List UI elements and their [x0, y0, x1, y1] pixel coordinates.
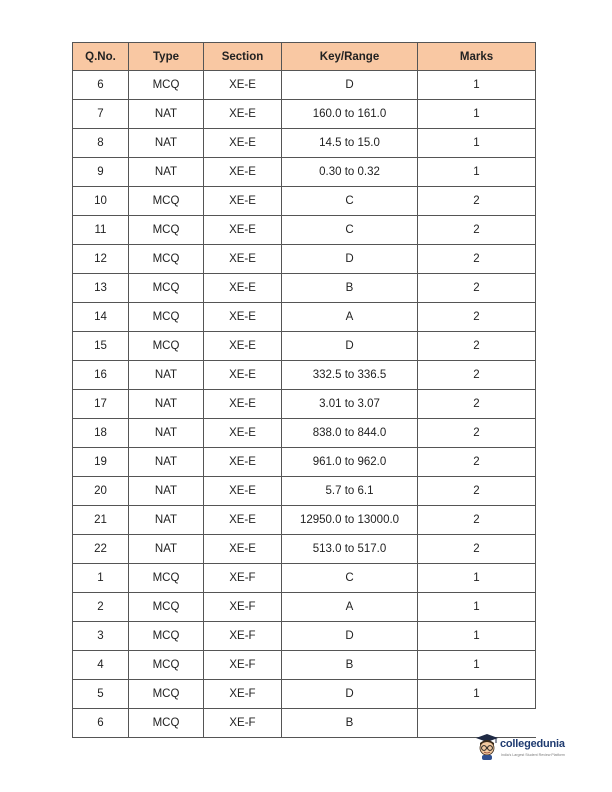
collegedunia-watermark: [475, 733, 575, 767]
cell-marks: 1: [418, 622, 536, 651]
cell-marks: 2: [418, 245, 536, 274]
cell-marks: 2: [418, 187, 536, 216]
cell-marks: 2: [418, 274, 536, 303]
cell-type: MCQ: [129, 187, 204, 216]
cell-qno: 19: [73, 448, 129, 477]
cell-key-range: C: [282, 216, 418, 245]
brand-tagline: India's Largest Student Review Platform: [501, 753, 565, 757]
table-row: [73, 332, 536, 361]
cell-qno: 18: [73, 419, 129, 448]
cell-key-range: 14.5 to 15.0: [282, 129, 418, 158]
table-row: [73, 100, 536, 129]
cell-qno: 2: [73, 593, 129, 622]
cell-qno: 17: [73, 390, 129, 419]
cell-qno: 12: [73, 245, 129, 274]
cell-key-range: 160.0 to 161.0: [282, 100, 418, 129]
cell-key-range: 3.01 to 3.07: [282, 390, 418, 419]
cell-section: XE-E: [204, 245, 282, 274]
header-type: Type: [129, 43, 204, 71]
cell-key-range: B: [282, 274, 418, 303]
table-row: [73, 187, 536, 216]
table-row: [73, 680, 536, 709]
cell-type: NAT: [129, 419, 204, 448]
table-row: [73, 535, 536, 564]
cell-qno: 11: [73, 216, 129, 245]
cell-key-range: D: [282, 245, 418, 274]
table-row: [73, 709, 536, 738]
cell-section: XE-F: [204, 593, 282, 622]
cell-marks: 1: [418, 564, 536, 593]
cell-qno: 14: [73, 303, 129, 332]
cell-qno: 10: [73, 187, 129, 216]
cell-key-range: 12950.0 to 13000.0: [282, 506, 418, 535]
table-row: [73, 71, 536, 100]
cell-qno: 15: [73, 332, 129, 361]
table-row: [73, 651, 536, 680]
cell-type: NAT: [129, 100, 204, 129]
cell-type: MCQ: [129, 680, 204, 709]
cell-marks: 1: [418, 71, 536, 100]
cell-section: XE-E: [204, 390, 282, 419]
header-marks: Marks: [418, 43, 536, 71]
cell-marks: 1: [418, 680, 536, 709]
answer-key-table: [72, 42, 536, 738]
table-row: [73, 477, 536, 506]
cell-key-range: 0.30 to 0.32: [282, 158, 418, 187]
cell-qno: 16: [73, 361, 129, 390]
cell-qno: 3: [73, 622, 129, 651]
cell-key-range: C: [282, 564, 418, 593]
cell-marks: 2: [418, 477, 536, 506]
cell-section: XE-F: [204, 651, 282, 680]
header-row: [73, 43, 536, 71]
cell-key-range: D: [282, 680, 418, 709]
cell-section: XE-E: [204, 303, 282, 332]
cell-marks: 2: [418, 216, 536, 245]
cell-marks: 2: [418, 535, 536, 564]
cell-marks: 2: [418, 361, 536, 390]
cell-type: NAT: [129, 390, 204, 419]
cell-key-range: D: [282, 332, 418, 361]
cell-type: MCQ: [129, 651, 204, 680]
cell-type: NAT: [129, 506, 204, 535]
cell-type: MCQ: [129, 332, 204, 361]
cell-marks: 2: [418, 390, 536, 419]
table-row: [73, 361, 536, 390]
cell-type: MCQ: [129, 274, 204, 303]
cell-type: NAT: [129, 129, 204, 158]
table-row: [73, 564, 536, 593]
cell-section: XE-E: [204, 535, 282, 564]
table-row: [73, 245, 536, 274]
cell-section: XE-F: [204, 709, 282, 738]
table-row: [73, 216, 536, 245]
cell-section: XE-E: [204, 216, 282, 245]
cell-type: MCQ: [129, 564, 204, 593]
cell-key-range: 961.0 to 962.0: [282, 448, 418, 477]
cell-key-range: 5.7 to 6.1: [282, 477, 418, 506]
cell-section: XE-E: [204, 419, 282, 448]
cell-section: XE-E: [204, 361, 282, 390]
cell-key-range: 838.0 to 844.0: [282, 419, 418, 448]
cell-qno: 22: [73, 535, 129, 564]
cell-section: XE-E: [204, 506, 282, 535]
table-row: [73, 622, 536, 651]
cell-qno: 1: [73, 564, 129, 593]
cell-section: XE-F: [204, 680, 282, 709]
table-row: [73, 506, 536, 535]
table-row: [73, 390, 536, 419]
cell-section: XE-E: [204, 332, 282, 361]
header-key-range: Key/Range: [282, 43, 418, 71]
cell-key-range: 332.5 to 336.5: [282, 361, 418, 390]
cell-qno: 6: [73, 71, 129, 100]
cell-key-range: D: [282, 71, 418, 100]
header-section: Section: [204, 43, 282, 71]
cell-marks: 2: [418, 448, 536, 477]
cell-key-range: B: [282, 651, 418, 680]
cell-section: XE-E: [204, 477, 282, 506]
table-row: [73, 303, 536, 332]
cell-section: XE-E: [204, 448, 282, 477]
cell-type: MCQ: [129, 709, 204, 738]
cell-marks: 1: [418, 651, 536, 680]
cell-type: MCQ: [129, 303, 204, 332]
cell-marks: 1: [418, 593, 536, 622]
cell-marks: 2: [418, 303, 536, 332]
cell-type: MCQ: [129, 245, 204, 274]
cell-type: MCQ: [129, 593, 204, 622]
cell-qno: 9: [73, 158, 129, 187]
cell-marks: 1: [418, 129, 536, 158]
cell-section: XE-E: [204, 71, 282, 100]
cell-section: XE-F: [204, 622, 282, 651]
cell-type: MCQ: [129, 71, 204, 100]
cell-marks: 1: [418, 158, 536, 187]
cell-key-range: A: [282, 303, 418, 332]
cell-section: XE-E: [204, 187, 282, 216]
table-row: [73, 129, 536, 158]
cell-marks: 2: [418, 419, 536, 448]
graduate-mascot-icon: [475, 733, 499, 761]
cell-type: NAT: [129, 535, 204, 564]
cell-section: XE-E: [204, 158, 282, 187]
cell-section: XE-E: [204, 100, 282, 129]
cell-marks: 2: [418, 506, 536, 535]
cell-type: NAT: [129, 448, 204, 477]
brand-name: collegedunia: [500, 738, 565, 750]
cell-qno: 5: [73, 680, 129, 709]
table-row: [73, 593, 536, 622]
cell-qno: 13: [73, 274, 129, 303]
table-row: [73, 448, 536, 477]
cell-marks: 2: [418, 332, 536, 361]
cell-type: NAT: [129, 361, 204, 390]
cell-key-range: D: [282, 622, 418, 651]
cell-qno: 6: [73, 709, 129, 738]
cell-type: MCQ: [129, 216, 204, 245]
cell-key-range: 513.0 to 517.0: [282, 535, 418, 564]
table-row: [73, 158, 536, 187]
cell-key-range: A: [282, 593, 418, 622]
cell-qno: 7: [73, 100, 129, 129]
header-qno: Q.No.: [73, 43, 129, 71]
cell-marks: 1: [418, 100, 536, 129]
cell-section: XE-E: [204, 274, 282, 303]
cell-type: NAT: [129, 477, 204, 506]
cell-qno: 8: [73, 129, 129, 158]
cell-type: MCQ: [129, 622, 204, 651]
cell-section: XE-E: [204, 129, 282, 158]
cell-type: NAT: [129, 158, 204, 187]
cell-qno: 21: [73, 506, 129, 535]
cell-qno: 4: [73, 651, 129, 680]
table-row: [73, 274, 536, 303]
cell-key-range: B: [282, 709, 418, 738]
table-row: [73, 419, 536, 448]
table-body: [73, 71, 536, 738]
cell-qno: 20: [73, 477, 129, 506]
cell-section: XE-F: [204, 564, 282, 593]
cell-key-range: C: [282, 187, 418, 216]
